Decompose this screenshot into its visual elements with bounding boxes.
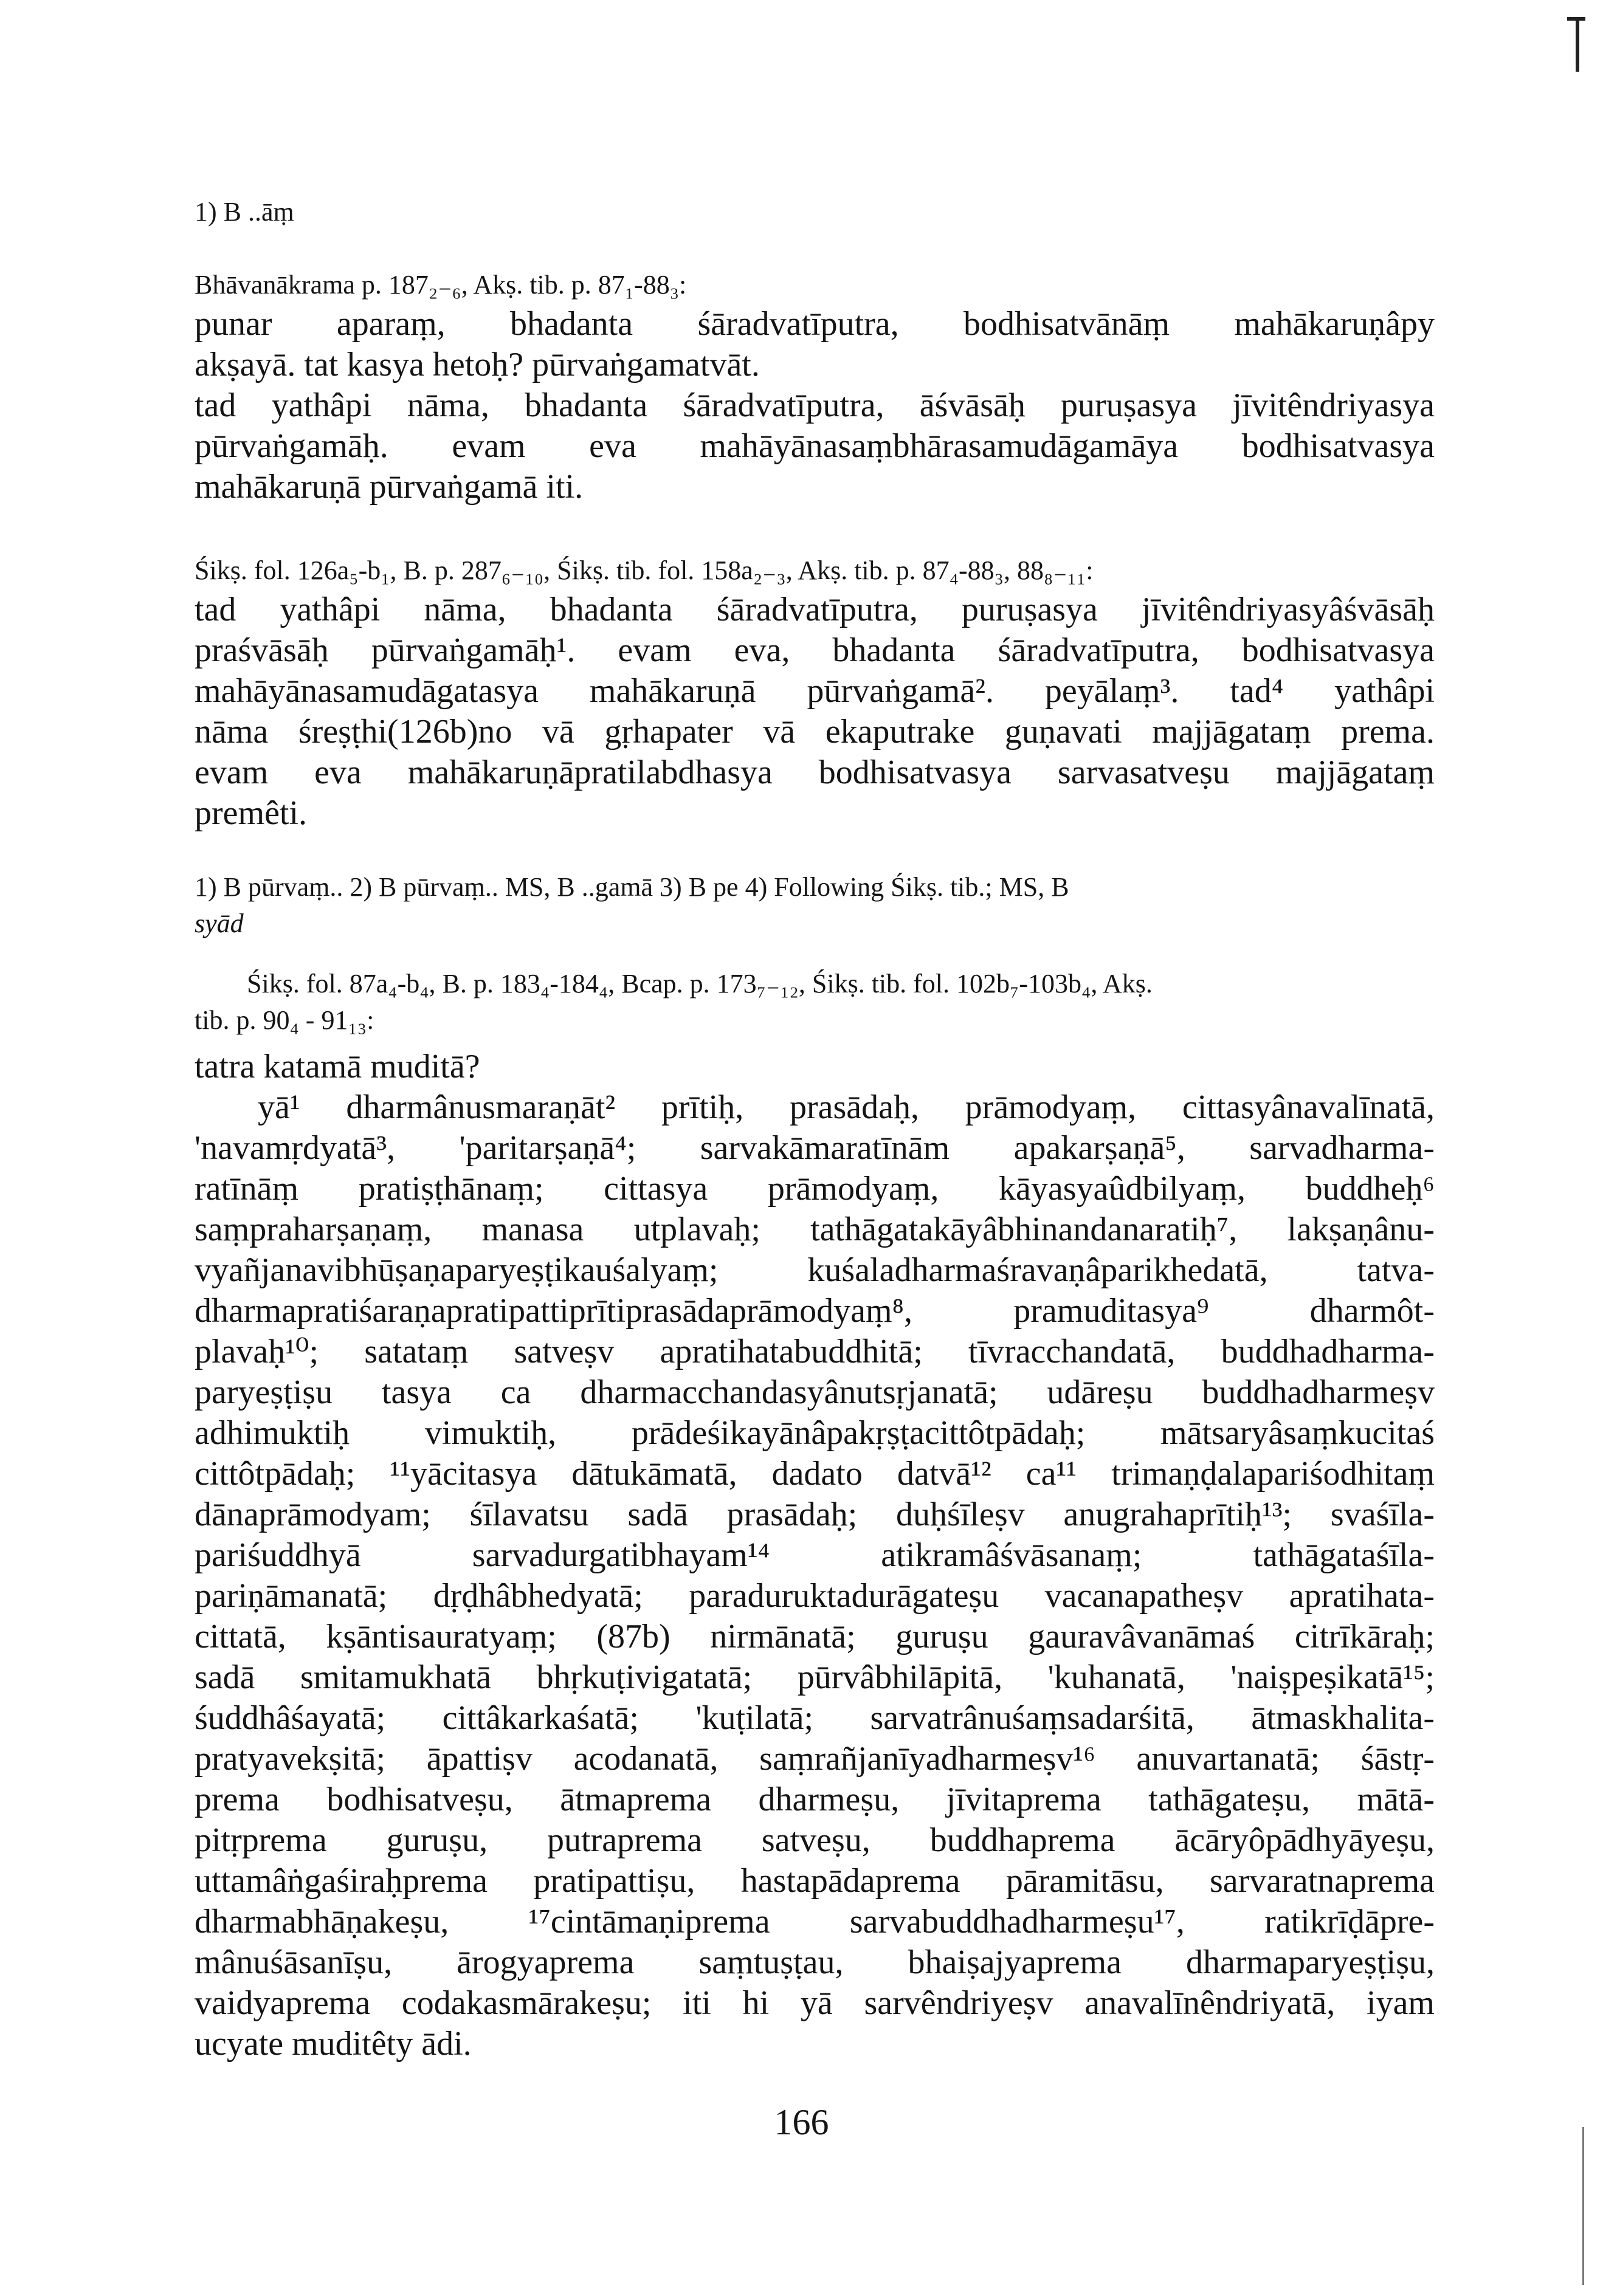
text-line: cittatā, kṣāntisauratyaṃ; (87b) nirmānatā; guruṣu gauravâvanāmaś citrīkāraḥ; [195,1618,1435,1655]
source-reference: Śikṣ. fol. 87a₄-b₄, B. p. 183₄-184₄, Bcap. p. 173₇₋₁₂, Śikṣ. tib. fol. 102b₇-103b₄, Akṣ. [247,969,1153,998]
text-line: nāma śreṣṭhi(126b)no vā gṛhapater vā ekaputrake guṇavati majjāgataṃ prema. [195,713,1435,751]
footnote-line: 1) B pūrvaṃ.. 2) B pūrvaṃ.. MS, B ..gamā 3) B pe 4) Following Śikṣ. tib.; MS, B [195,872,1069,902]
text-line: paryeṣṭiṣu tasya ca dharmacchandasyânutsṛjanatā; udāreṣu buddhadharmeṣv [195,1373,1435,1411]
text-line: praśvāsāḥ pūrvaṅgamāḥ¹. evam eva, bhadanta śāradvatīputra, bodhisatvasya [195,631,1435,669]
text-line: vaidyaprema codakasmārakeṣu; iti hi yā sarvêndriyeṣv anavalīnêndriyatā, iyam [195,1984,1435,2022]
text-line: pariśuddhyā sarvadurgatibhayam¹⁴ atikramâśvāsanaṃ; tathāgataśīla- [195,1536,1435,1574]
footnote-line: syād [195,909,244,938]
text-line: mahāyānasamudāgatasya mahākaruṇā pūrvaṅgamā². peyālaṃ³. tad⁴ yathâpi [195,672,1435,710]
text-line: vyañjanavibhūṣaṇaparyeṣṭikauśalyaṃ; kuśaladharmaśravaṇâparikhedatā, tatva- [195,1251,1435,1289]
text-line: pariṇāmanatā; dṛḍhâbhedyatā; paraduruktadurāgateṣu vacanapatheṣv apratihata- [195,1577,1435,1615]
section-question: tatra katamā muditā? [195,1048,480,1085]
reference-1 [195,267,1435,303]
text-line: punar aparaṃ, bhadanta śāradvatīputra, bodhisatvānāṃ mahākaruṇâpy [195,305,1435,343]
text-line: adhimuktiḥ vimuktiḥ, prādeśikayānâpakṛṣṭacittôtpādaḥ; mātsaryâsaṃkucitaś [195,1414,1435,1452]
text-line: cittôtpādaḥ; ¹¹yācitasya dātukāmatā, dadato datvā¹² ca¹¹ trimaṇḍalapariśodhitaṃ [195,1455,1435,1493]
footnotes-2 [195,869,1435,942]
text-line: ratīnāṃ pratiṣṭhānaṃ; cittasya prāmodyaṃ, kāyasyaûdbilyaṃ, buddheḥ⁶ [195,1170,1435,1208]
text-line: pratyavekṣitā; āpattiṣv acodanatā, saṃrañjanīyadharmeṣv¹⁶ anuvartanatā; śāstṛ- [195,1740,1435,1778]
text-line: mahākaruṇā pūrvaṅgamā iti. [195,468,584,506]
text-line: dharmapratiśaraṇapratipattiprītiprasādaprāmodyaṃ⁸, pramuditasya⁹ dharmôt- [195,1292,1435,1330]
scan-edge-mark [1576,17,1579,72]
scan-edge-mark [1567,17,1585,21]
text-line: prema bodhisatveṣu, ātmaprema dharmeṣu, jīvitaprema tathāgateṣu, mātā- [195,1781,1435,1818]
text-line: tad yathâpi nāma, bhadanta śāradvatīputra, puruṣasya jīvitêndriyasyâśvāsāḥ [195,591,1435,628]
text-line: akṣayā. tat kasya hetoḥ? pūrvaṅgamatvāt. [195,346,760,383]
text-line: dharmabhāṇakeṣu, ¹⁷cintāmaṇiprema sarvabuddhadharmeṣu¹⁷, ratikrīḍāpre- [195,1903,1435,1940]
passage-1 [195,304,1435,507]
text-line: sadā smitamukhatā bhṛkuṭivigatatā; pūrvâbhilāpitā, 'kuhanatā, 'naiṣpeṣikatā¹⁵; [195,1658,1435,1696]
footnote-line: 1) B ..āṃ [195,197,294,227]
text-line: pitṛprema guruṣu, putraprema satveṣu, buddhaprema ācāryôpādhyāyeṣu, [195,1821,1435,1859]
scan-edge-mark [1582,2127,1584,2285]
reference-3-cont [195,1003,1435,1038]
source-reference: tib. p. 90₄ - 91₁₃: [195,1005,374,1035]
text-line: 'navamṛdyatā³, 'paritarṣaṇā⁴; sarvakāmaratīnām apakarṣaṇā⁵, sarvadharma- [195,1129,1435,1167]
text-line: dānaprāmodyam; śīlavatsu sadā prasādaḥ; duḥśīleṣv anugrahaprītiḥ¹³; svaśīla- [195,1496,1435,1533]
page-number: 166 [774,2102,829,2142]
text-line: tad yathâpi nāma, bhadanta śāradvatīputra, āśvāsāḥ puruṣasya jīvitêndriyasya [195,387,1435,424]
passage-2 [195,589,1435,834]
previous-footnote [195,194,1435,230]
passage-3 [195,1047,1435,2064]
text-line: śuddhâśayatā; cittâkarkaśatā; 'kuṭilatā; sarvatrânuśaṃsadarśitā, ātmaskhalita- [195,1699,1435,1737]
text-line: evam eva mahākaruṇāpratilabdhasya bodhisatvasya sarvasatveṣu majjāgataṃ [195,754,1435,791]
text-line: ucyate muditêty ādi. [195,2025,472,2063]
text-line: uttamâṅgaśiraḥprema pratipattiṣu, hastapādaprema pāramitāsu, sarvaratnaprema [195,1862,1435,1900]
text-line: pūrvaṅgamāḥ. evam eva mahāyānasaṃbhārasamudāgamāya bodhisatvasya [195,427,1435,465]
reference-2 [195,553,1435,588]
text-line: yā¹ dharmânusmaraṇāt² prītiḥ, prasādaḥ, prāmodyaṃ, cittasyânavalīnatā, [258,1088,1435,1126]
text-line: saṃpraharṣaṇaṃ, manasa utplavaḥ; tathāgatakāyâbhinandanaratiḥ⁷, lakṣaṇânu- [195,1211,1435,1248]
source-reference: Śikṣ. fol. 126a₅-b₁, B. p. 287₆₋₁₀, Śikṣ. tib. fol. 158a₂₋₃, Akṣ. tib. p. 87₄-88₃, 88₈₋₁₁: [195,555,1094,585]
text-line: premêti. [195,794,308,832]
source-reference: Bhāvanākrama p. 187₂₋₆, Akṣ. tib. p. 87₁-88₃: [195,270,687,300]
text-line: mânuśāsanīṣu, ārogyaprema saṃtuṣṭau, bhaiṣajyaprema dharmaparyeṣṭiṣu, [195,1944,1435,1981]
text-line: plavaḥ¹⁰; satataṃ satveṣv apratihatabuddhitā; tīvracchandatā, buddhadharma- [195,1333,1435,1370]
reference-3 [195,966,1435,1002]
